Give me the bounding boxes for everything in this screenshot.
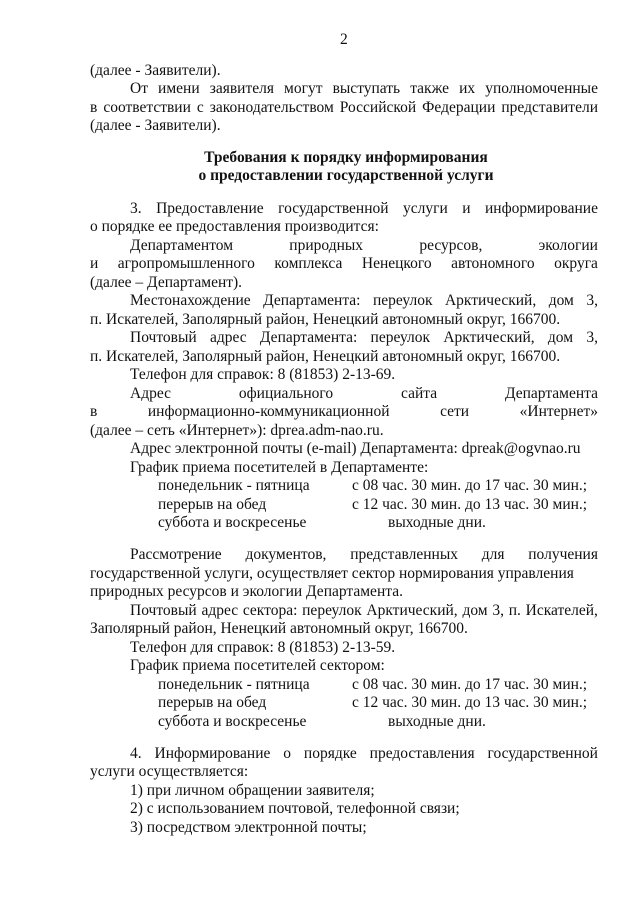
justified-word: информирование [485,200,598,217]
justified-word: Искателей, [525,602,598,619]
section-heading-line-2: о предоставлении государственной услуги [198,167,494,184]
justified-word: в [90,99,98,116]
intro-line-2 [130,79,598,98]
justified-word: Департамента [504,385,598,402]
justified-word: государственной [487,745,598,762]
justified-word: Арктический, [366,602,458,619]
section-3-website: (далее – сеть «Интернет»): dprea.adm-nao.ru. [90,422,384,439]
justified-word: автономного [451,255,535,272]
schedule-1-day-lunch: перерыв на обед [158,496,267,513]
section-3-line-6 [130,291,598,310]
justified-word: официального [238,385,334,402]
justified-word: также [410,80,449,97]
schedule-2-day-weekdays: понедельник - пятница [158,676,310,693]
justified-word: От [130,80,148,97]
schedule-2-time-weekend: выходные дни. [388,713,486,730]
section-3-line-8 [130,328,598,347]
justified-word: сети [440,403,470,420]
schedule-2-time-lunch: с 12 час. 30 мин. до 13 час. 30 мин.; [352,694,588,711]
sector-line-5: Заполярный район, Ненецкий автономный округ, 166700. [90,620,468,637]
justified-word: природных [289,237,364,254]
justified-word: Арктический, [443,329,535,346]
justified-word: Департаментом [130,237,234,254]
justified-word: адрес [209,329,247,346]
schedule-1-day-weekend: суббота и воскресенье [158,514,307,531]
justified-word: с [196,99,204,116]
sector-line-4 [130,601,598,620]
intro-line-1: (далее - Заявители). [90,62,221,79]
sector-line-1 [130,545,598,564]
justified-word: их [459,80,476,97]
sector-line-2: государственной услуги, осуществляет сектор нормирования управления [90,565,574,582]
schedule-1-day-weekdays: понедельник - пятница [158,477,310,494]
justified-word: выступать [332,80,401,97]
schedule-2-day-lunch: перерыв на обед [158,694,267,711]
justified-word: сектора: [242,602,298,619]
justified-word: 4. [130,745,142,762]
justified-word: Российской [339,99,417,116]
justified-word: «Интернет» [519,403,598,420]
justified-word: услуги [403,200,448,217]
intro-line-3 [90,98,598,117]
justified-word: п. [508,602,521,619]
justified-word: Адрес [130,385,171,402]
justified-word: документов, [245,546,327,563]
section-4-item-2: 2) с использованием почтовой, телефонной связи; [130,800,460,817]
section-3-line-1 [130,199,598,218]
justified-word: предоставления [369,745,475,762]
section-4-item-3: 3) посредством электронной почты; [130,819,367,836]
section-3-line-11 [130,384,598,403]
justified-word: Арктический, [444,292,537,309]
justified-word: Департамента: [263,292,361,309]
justified-word: представленных [350,546,458,563]
page-number: 2 [340,31,348,48]
justified-word: Федерации [422,99,496,116]
section-3-line-3 [130,236,598,255]
section-3-phone: Телефон для справок: 8 (81853) 2-13-69. [130,366,396,383]
justified-word: переулок [302,602,362,619]
justified-word: Рассмотрение [130,546,222,563]
justified-word: переулок [370,329,431,346]
justified-word: заявителя [209,80,274,97]
schedule-2-day-weekend: суббота и воскресенье [158,713,307,730]
justified-word: информационно-коммуникационной [147,403,390,420]
section-3-line-7: п. Искателей, Заполярный район, Ненецкий автономный округ, 166700. [90,311,561,328]
justified-word: Почтовый [130,329,197,346]
justified-word: уполномоченные [485,80,598,97]
justified-word: экологии [538,237,598,254]
justified-word: государственной [278,200,389,217]
section-3-line-9: п. Искателей, Заполярный район, Ненецкий автономный округ, 166700. [90,348,561,365]
sector-phone: Телефон для справок: 8 (81853) 2-13-59. [130,639,396,656]
justified-word: Почтовый [130,602,197,619]
section-4-line-2: услуги осуществляется: [90,763,249,780]
section-4-line-1 [130,744,598,763]
justified-word: сайта [401,385,438,402]
justified-word: округа [554,255,598,272]
justified-word: представители [501,99,598,116]
justified-word: для [481,546,505,563]
justified-word: переулок [372,292,433,309]
schedule-1-time-weekdays: с 08 час. 30 мин. до 17 час. 30 мин.; [352,477,588,494]
schedule-2-time-weekdays: с 08 час. 30 мин. до 17 час. 30 мин.; [352,676,588,693]
section-3-line-5: (далее – Департамент). [90,274,243,291]
justified-word: о [283,745,292,762]
sector-schedule-title: График приема посетителей сектором: [130,657,385,674]
section-3-line-4 [90,254,598,273]
section-3-line-12 [90,402,598,421]
justified-word: комплекса [274,255,343,272]
justified-word: в [90,403,98,420]
justified-word: Ненецкого [361,255,432,272]
section-heading-line-1: Требования к порядку информирования [204,149,488,166]
justified-word: ресурсов, [419,237,483,254]
justified-word: 3, [586,292,598,309]
justified-word: могут [284,80,323,97]
justified-word: дом [547,329,574,346]
justified-word: и [90,255,99,272]
justified-word: дом [548,292,574,309]
section-4-item-1: 1) при личном обращении заявителя; [130,782,375,799]
justified-word: имени [158,80,200,97]
sector-line-3: природных ресурсов и экологии Департамента. [90,583,403,600]
schedule-1-time-weekend: выходные дни. [388,514,486,531]
justified-word: Предоставление [156,200,264,217]
justified-word: Департамента: [259,329,358,346]
justified-word: получения [528,546,598,563]
section-3-schedule-title: График приема посетителей в Департаменте: [130,459,429,476]
justified-word: и [462,200,471,217]
justified-word: 3, [492,602,504,619]
justified-word: порядке [303,745,357,762]
schedule-1-time-lunch: с 12 час. 30 мин. до 13 час. 30 мин.; [352,496,588,513]
justified-word: адрес [201,602,239,619]
justified-word: соответствии [103,99,191,116]
justified-word: 3, [586,329,598,346]
justified-word: Информирование [154,745,271,762]
section-3-line-2: о порядке ее предоставления производится: [90,218,379,235]
justified-word: дом [462,602,488,619]
justified-word: Местонахождение [130,292,251,309]
justified-word: законодательством [209,99,334,116]
justified-word: 3. [130,200,142,217]
intro-line-4: (далее - Заявители). [90,117,221,134]
justified-word: агропромышленного [117,255,255,272]
section-3-email: Адрес электронной почты (e-mail) Департамента: dpreak@ogvnao.ru [130,440,581,457]
